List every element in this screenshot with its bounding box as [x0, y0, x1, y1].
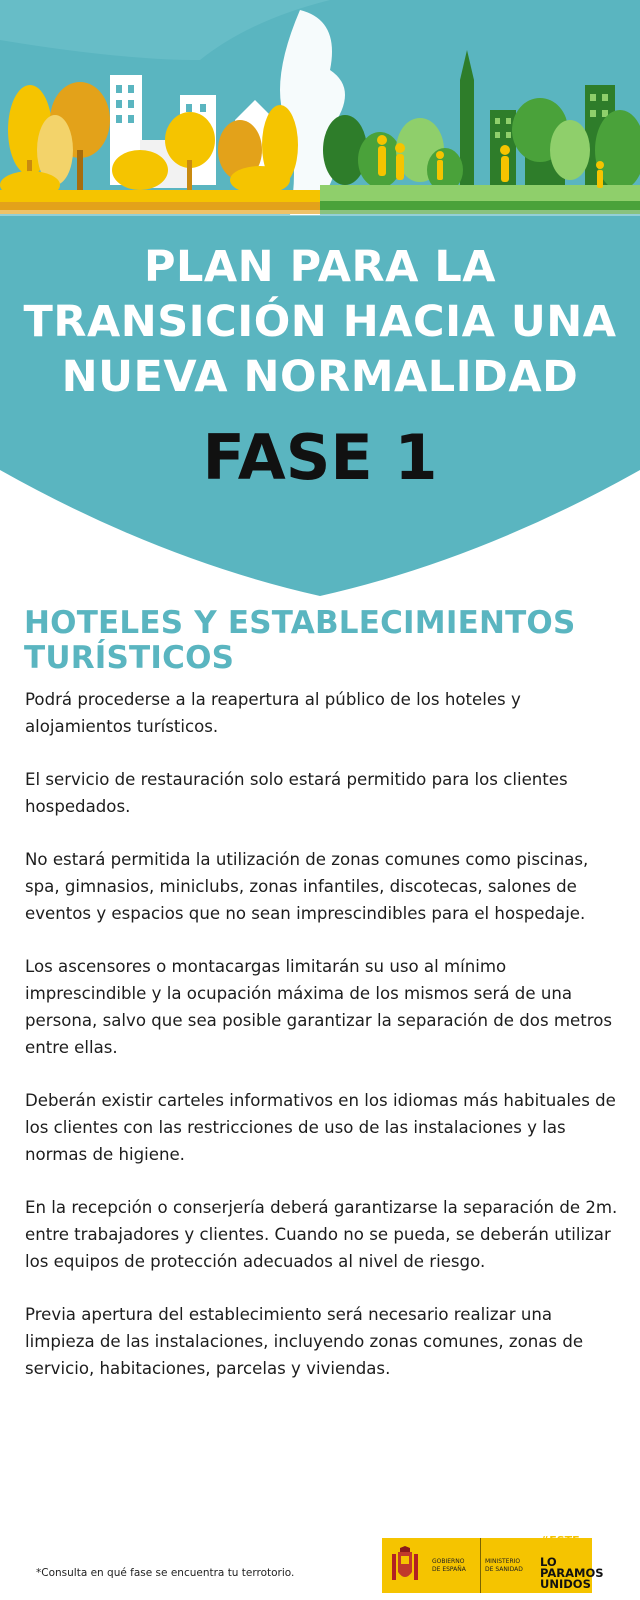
campaign-slogan-line: LO: [540, 1555, 557, 1569]
section-title: HOTELES Y ESTABLECIMIENTOS TURÍSTICOS: [24, 605, 576, 676]
footnote: *Consulta en qué fase se encuentra tu terrotorio.: [36, 1567, 295, 1579]
title-line-2: TRANSICIÓN HACIA UNA: [23, 297, 617, 347]
paragraph: Deberán existir carteles informativos en los idiomas más habituales de los clientes con las restricciones de uso de las instalaciones y las normas de higiene.: [25, 1091, 616, 1164]
campaign-logo: [540, 1535, 638, 1590]
title-line-1: PLAN PARA LA: [143, 242, 497, 292]
paragraph: En la recepción o conserjería deberá garantizarse la separación de 2m. entre trabajadores y clientes. Cuando no se pueda, se deberán utilizar los equipos de protección adecuados al nivel de riesgo.: [25, 1198, 618, 1271]
phase-label: FASE 1: [202, 421, 438, 494]
title-line-3: NUEVA NORMALIDAD: [61, 352, 579, 402]
paragraph: Podrá procederse a la reapertura al público de los hoteles y alojamientos turísticos.: [25, 690, 521, 736]
campaign-slogan-line: UNIDOS: [540, 1577, 591, 1591]
ministerio-label: MINISTERIO DE SANIDAD: [480, 1538, 536, 1593]
plan-title: [0, 240, 640, 405]
campaign-hashtag-line: #ESTE: [540, 1534, 580, 1547]
paragraph: El servicio de restauración solo estará permitido para los clientes hospedados.: [25, 770, 568, 816]
section-body: [25, 686, 625, 1408]
paragraph: Previa apertura del establecimiento será necesario realizar una limpieza de las instalaciones, incluyendo zonas comunes, zonas de servicio, habitaciones, parcelas y viviendas.: [25, 1305, 584, 1378]
coat-of-arms-icon: [382, 1538, 428, 1593]
gobierno-label: GOBIERNO DE ESPAÑA: [432, 1558, 466, 1573]
paragraph: No estará permitida la utilización de zonas comunes como piscinas, spa, gimnasios, miniclubs, zonas infantiles, discotecas, salones de eventos y espacios que no sean imprescindibles para el hospedaje.: [25, 850, 589, 923]
paragraph: Los ascensores o montacargas limitarán su uso al mínimo imprescindible y la ocupación máxima de los mismos será de una persona, salvo que sea posible garantizar la separación de dos metros entre ellas.: [25, 957, 613, 1057]
campaign-slogan-line: PARAMOS: [540, 1566, 604, 1580]
campaign-hashtag-line: VIRUS: [540, 1545, 578, 1558]
